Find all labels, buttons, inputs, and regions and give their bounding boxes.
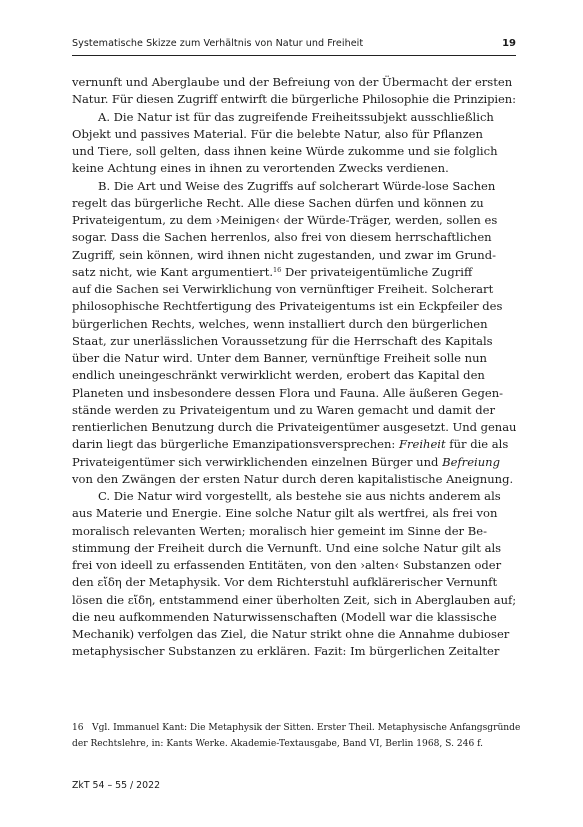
text-line: rentierlichen Benutzung durch die Privateigentümer ausgesetzt. Und genau: [72, 420, 517, 434]
text-line: vernunft und Aberglaube und der Befreiung von der Übermacht der ersten: [72, 75, 513, 89]
text-line: regelt das bürgerliche Recht. Alle diese Sachen dürfen und können zu: [72, 195, 484, 210]
footnote-line: der Rechtslehre, in: Kants Werke. Akademie-Textausgabe, Band VI, Berlin 1968, S. 246 f.: [72, 739, 484, 749]
text-fragment: darin liegt das bürgerliche Emanzipationsversprechen:: [72, 437, 399, 452]
header-rule: [72, 55, 516, 56]
text-line: Staat, zur unerlässlichen Voraussetzung für die Herrschaft des Kapitals: [72, 333, 493, 348]
text-line: Planeten und insbesondere dessen Flora und Fauna. Alle äußeren Gegen-: [72, 385, 504, 400]
paragraph-intro: [72, 74, 516, 109]
text-fragment: Der privateigentümliche Zugriff: [281, 264, 473, 279]
text-line: stimmung der Freiheit durch die Vernunft. Und eine solche Natur gilt als: [72, 540, 502, 555]
journal-footer: ZkT 54 – 55 / 2022: [72, 780, 161, 791]
text-line: Privateigentum, zu dem ›Meinigen‹ der Würde-Träger, werden, sollen es: [72, 213, 498, 227]
text-line: lösen die εἴδη, entstammend einer überholten Zeit, sich in Aberglauben auf;: [72, 592, 517, 607]
text-line: auf die Sachen sei Verwirklichung von vernünftiger Freiheit. Solcherart: [72, 282, 494, 296]
text-line: [72, 454, 516, 471]
text-line: stände werden zu Privateigentum und zu Waren gemacht und damit der: [72, 402, 495, 417]
paragraph-b: [72, 178, 516, 489]
text-line: von den Zwängen der ersten Natur durch deren kapitalistische Aneignung.: [72, 471, 514, 486]
text-line: [72, 436, 516, 453]
running-title: Systematische Skizze zum Verhältnis von Natur und Freiheit: [72, 38, 364, 49]
text-line: A. Die Natur ist für das zugreifende Freiheitssubjekt ausschließlich: [98, 109, 494, 124]
text-line: moralisch relevanten Werten; moralisch hier gemeint im Sinne der Be-: [72, 523, 487, 538]
text-line: Zugriff, sein können, wird ihnen nicht zugestanden, und zwar im Grund-: [72, 247, 497, 262]
footnote-reference-16[interactable]: 16: [273, 265, 282, 274]
page-number: 19: [502, 38, 516, 49]
text-line: philosophische Rechtfertigung des Privateigentums ist ein Eckpfeiler des: [72, 299, 503, 314]
text-line: Mechanik) verfolgen das Ziel, die Natur strikt ohne die Annahme dubioser: [72, 627, 510, 641]
footnote-text: Vgl. Immanuel Kant: Die Metaphysik der Sitten. Erster Theil. Metaphysische Anfangsgründe: [92, 723, 521, 733]
text-line: frei von ideell zu erfassenden Entitäten, von den ›alten‹ Substanzen oder: [72, 558, 502, 572]
emphasis-befreiung: Befreiung: [442, 454, 500, 469]
text-line: Objekt und passives Material. Für die belebte Natur, also für Pflanzen: [72, 126, 483, 141]
footnote-line: [72, 720, 521, 736]
text-line: B. Die Art und Weise des Zugriffs auf solcherart Würde-lose Sachen: [98, 178, 496, 193]
text-line: C. Die Natur wird vorgestellt, als bestehe sie aus nichts anderem als: [98, 489, 501, 503]
text-line: über die Natur wird. Unter dem Banner, vernünftige Freiheit solle nun: [72, 351, 487, 365]
paragraph-a: [72, 109, 516, 178]
text-line: aus Materie und Energie. Eine solche Natur gilt als wertfrei, als frei von: [72, 506, 498, 521]
text-line: keine Achtung eines in ihnen zu verortenden Zwecks verdienen.: [72, 161, 449, 176]
text-fragment: satz nicht, wie Kant argumentiert.: [72, 264, 274, 279]
text-line: sogar. Dass die Sachen herrenlos, also frei von diesem herrschaftlichen: [72, 230, 492, 245]
paragraph-c: [72, 488, 516, 661]
text-line: bürgerlichen Rechts, welches, wenn installiert durch den bürgerlichen: [72, 316, 488, 331]
text-line: den εἴδη der Metaphysik. Vor dem Richterstuhl aufklärerischer Vernunft: [72, 575, 498, 590]
footnote-16: [72, 720, 521, 752]
text-fragment: für die als: [445, 437, 509, 452]
text-line: metaphysischer Substanzen zu erklären. Fazit: Im bürgerlichen Zeitalter: [72, 644, 500, 659]
running-header: [72, 36, 516, 54]
text-fragment: Privateigentümer sich verwirklichenden einzelnen Bürger und: [72, 454, 443, 469]
text-line-with-footnote: [72, 264, 516, 281]
body-text: [72, 74, 516, 661]
text-line: die neu aufkommenden Naturwissenschaften (Modell war die klassische: [72, 609, 497, 624]
emphasis-freiheit: Freiheit: [398, 437, 446, 452]
text-line: Natur. Für diesen Zugriff entwirft die bürgerliche Philosophie die Prinzipien:: [72, 92, 516, 107]
text-line: endlich uneingeschränkt verwirklicht werden, erobert das Kapital den: [72, 368, 485, 383]
footnote-number: 16: [72, 723, 84, 733]
text-line: und Tiere, soll gelten, dass ihnen keine Würde zukomme und sie folglich: [72, 144, 498, 158]
